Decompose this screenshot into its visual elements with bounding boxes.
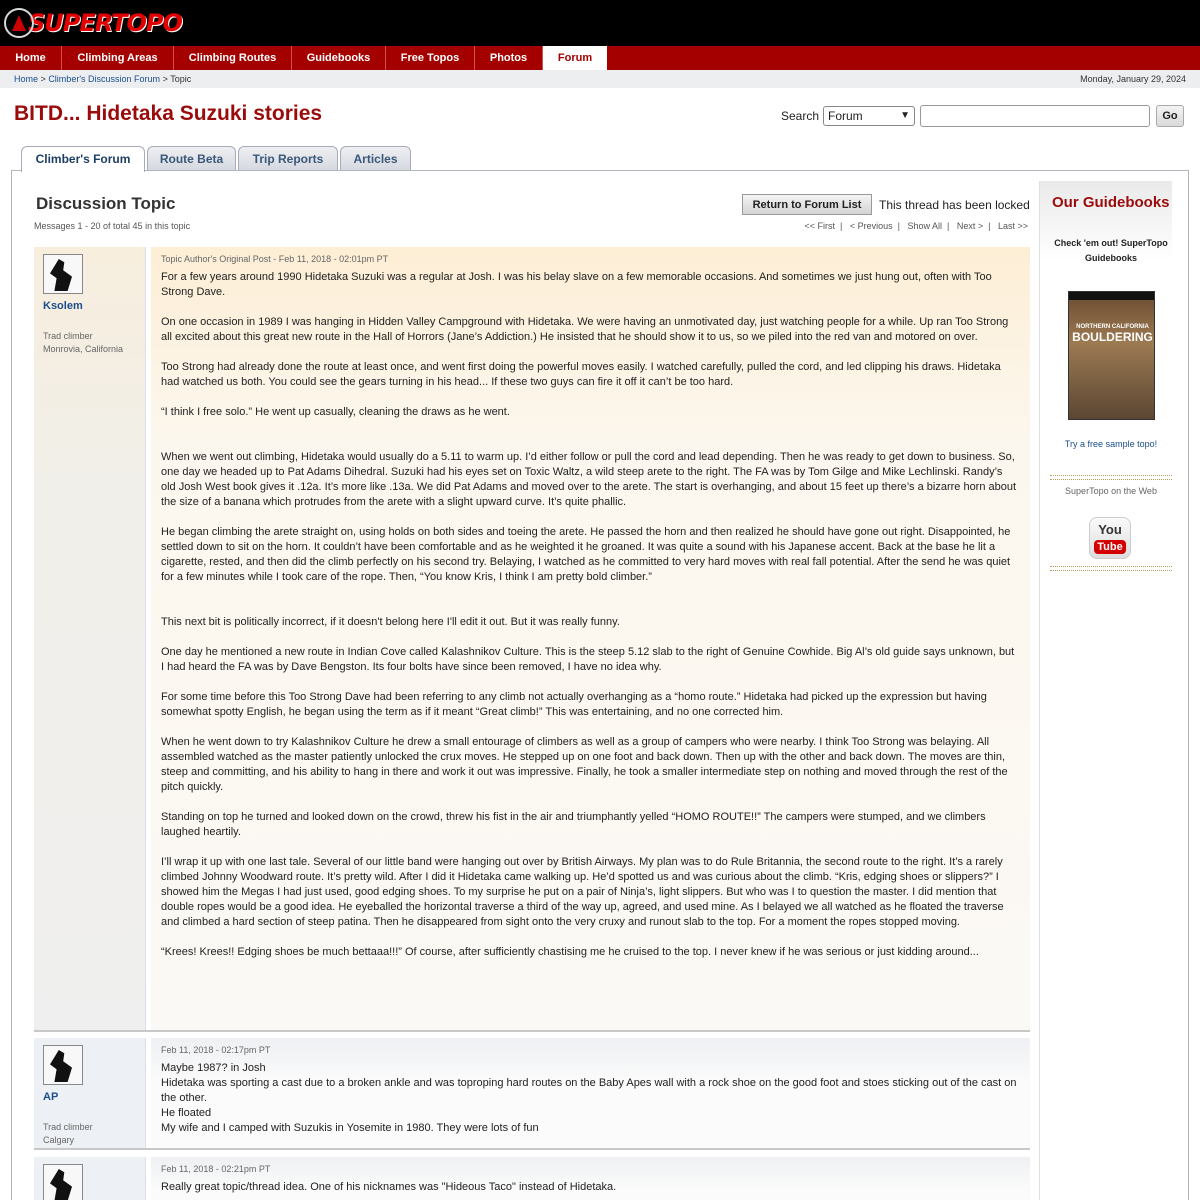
breadcrumb bbox=[14, 70, 191, 88]
post-paragraph: He began climbing the arete straight on, using holds on both sides and toeing the arete. He passed the horn and then realized he should have gone out right. Disappointed, he settled down to sit on the horn. It couldn’t have been comfortable and as he weighted it he groaned. It was quite a sound with his Japanese accent. Back at the base he lit a cigarette, rested, and then did the climb perfectly on his second try. Belaying, I watched as he committed to very hard moves with real fall potential. After the send he was quiet for a few minutes while I took care of the rope. Then, “You know Kris, I think I am pretty bold climber.” bbox=[161, 526, 1011, 583]
divider bbox=[1050, 479, 1172, 480]
forum-post bbox=[34, 1038, 1030, 1150]
post-paragraph: I’ll wrap it up with one last tale. Several of our little band were hanging out over by British Airways. My plan was to do Rule Britannia, the second route to the right. It’s a rarely climbed Johnny Woodward route. It’s pretty wild. After I did it Hidetaka came walking up. He’d spotted us and was curious about the climb. “Kris, edging shoes or slippers?” I showed him the Megas I had just used, good edging shoes. To my surprise he put on a pair of Ninja’s, light slippers. But who was I to question the master. I did mention that double ropes would be a good idea. He eyeballed the horizontal traverse a third of the way up, agreed, and used mine. As I belayed we all watched as he floated the traverse and climbed a hard section of steep patina. Then he disappeared from sight onto the very cruxy and runout slab to the top. For a moment the ropes stopped moving. bbox=[161, 856, 1004, 928]
message-count: Messages 1 - 20 of total 45 in this topic bbox=[34, 221, 191, 231]
chevron-down-icon: ▼ bbox=[900, 110, 910, 121]
breadcrumb-current: Topic bbox=[170, 74, 192, 84]
nav-climbing-routes[interactable]: Climbing Routes bbox=[174, 46, 292, 70]
top-header bbox=[0, 0, 1200, 46]
breadcrumb-forum[interactable]: Climber's Discussion Forum bbox=[48, 74, 161, 84]
author-rank: Trad climber bbox=[43, 1122, 93, 1132]
post-paragraph: When we went out climbing, Hidetaka would usually do a 5.11 to warm up. I’d either follow or pull the cord and lead depending. Then he was ready to get down to business. So, one day we headed up to Pat Adams Dihedral. Suzuki had his eyes set on Toxic Waltz, a wild steep arete to the right. The FA was by Tom Gilge and Mike Lechlinski. Randy’s old Josh West book gives it .12a. It’s more like .13a. We did Pat Adams and moved over to the arete. The start is overhanging, and about 15 feet up there’s a bizarre horn about the size of a banana which protrudes from the arete with a slight upward curve. It’s quite phallic. bbox=[161, 451, 1017, 508]
post-paragraph: “I think I free solo.” He went up casually, cleaning the draws as he went. bbox=[161, 406, 510, 418]
post-paragraph: Too Strong had already done the route at least once, and went first doing the powerful moves easily. I watched carefully, pulled the cord, and led clipping his draws. Hidetaka had watched us both. You could see the gears turning in his head... If these two guys can fire it off it can’t be too hard. bbox=[161, 361, 1001, 388]
forum-post bbox=[34, 1157, 1030, 1200]
post-author-panel bbox=[34, 247, 146, 1030]
search-scope-value: Forum bbox=[828, 109, 863, 123]
logo-icon bbox=[4, 8, 34, 38]
author-info bbox=[43, 330, 123, 356]
pager-last[interactable]: Last >> bbox=[997, 221, 1028, 231]
post-paragraph: “Krees! Krees!! Edging shoes be much bettaaa!!!” Of course, after sufficiently chastising me he cruised to the top. I never knew if he was serious or just kidding around... bbox=[161, 946, 979, 958]
post-line: He floated bbox=[161, 1107, 212, 1119]
tab-articles[interactable]: Articles bbox=[340, 146, 411, 170]
nav-forum[interactable]: Forum bbox=[543, 46, 607, 70]
breadcrumb-separator: > bbox=[40, 74, 46, 84]
breadcrumb-bar bbox=[0, 70, 1200, 88]
forum-post bbox=[34, 247, 1030, 1032]
author-rank: Trad climber bbox=[43, 331, 93, 341]
search-label: Search bbox=[781, 109, 820, 123]
post-author-panel bbox=[34, 1157, 146, 1200]
post-body bbox=[151, 1157, 1030, 1200]
avatar[interactable] bbox=[43, 1045, 83, 1085]
nav-home[interactable]: Home bbox=[0, 46, 62, 70]
post-meta: Feb 11, 2018 - 02:21pm PT bbox=[161, 1164, 271, 1174]
search-input[interactable] bbox=[920, 105, 1150, 127]
discussion-heading: Discussion Topic bbox=[36, 194, 176, 213]
sidebar-subtitle: Check 'em out! SuperTopo Guidebooks bbox=[1054, 238, 1168, 263]
search-go-button[interactable]: Go bbox=[1156, 105, 1184, 127]
pager-show-all[interactable]: Show All bbox=[907, 221, 942, 231]
author-info bbox=[43, 1121, 93, 1147]
post-line: Maybe 1987? in Josh bbox=[161, 1062, 266, 1074]
post-paragraph: One day he mentioned a new route in Indian Cove called Kalashnikov Culture. This is the steep 5.12 slab to the right of Genuine Cowhide. Big Al’s old guide says unknown, but I had heard the FA was by Dave Bengston. Its four bolts have since been removed, I have no idea why. bbox=[161, 646, 1015, 673]
tab-route-beta[interactable]: Route Beta bbox=[147, 146, 236, 170]
divider bbox=[1050, 475, 1172, 476]
nav-photos[interactable]: Photos bbox=[475, 46, 543, 70]
tab-climbers-forum[interactable]: Climber's Forum bbox=[21, 146, 145, 172]
post-body bbox=[151, 1038, 1030, 1148]
post-line: Hidetaka was sporting a cast due to a broken ankle and was toproping hard routes on the Baby Apes wall with a rock shoe on the good foot and stoes sticking out of the cast on the other. bbox=[161, 1077, 1017, 1104]
sidebar-title: Our Guidebooks bbox=[1052, 194, 1170, 211]
post-paragraph: When he went down to try Kalashnikov Culture he drew a small entourage of climbers as well as a group of campers who were nearby. I think Too Strong was belaying. All assembled watched as the master patiently unlocked the crux moves. He stepped up on one foot and back down. Then up with the other and back down. The moves are thin, steep and committing, and his ability to hang in there and work it out was impressive. Finally, he took a smaller intermediate step on nothing and moved through the rest of the pitch quickly. bbox=[161, 736, 1008, 793]
nav-climbing-areas[interactable]: Climbing Areas bbox=[62, 46, 174, 70]
youtube-icon[interactable] bbox=[1089, 517, 1131, 559]
guidebook-cover[interactable] bbox=[1068, 291, 1155, 420]
current-date: Monday, January 29, 2024 bbox=[1080, 74, 1186, 84]
pager-first[interactable]: << First bbox=[804, 221, 835, 231]
post-text bbox=[161, 270, 1020, 960]
book-cover-title: BOULDERING bbox=[1072, 330, 1153, 344]
post-meta: Feb 11, 2018 - 02:17pm PT bbox=[161, 1045, 271, 1055]
return-to-forum-button[interactable]: Return to Forum List bbox=[742, 194, 872, 215]
avatar[interactable] bbox=[43, 1164, 83, 1200]
post-paragraph: On one occasion in 1989 I was hanging in Hidden Valley Campground with Hidetaka. We were having an unmotivated day, just watching people for a while. Up ran Too Strong all excited about this great new route in the Hall of Horrors (Jane’s Addiction.) He insisted that he should show it to us, so we piled into the red van and motored on over. bbox=[161, 316, 1009, 343]
book-cover-subtitle: NORTHERN CALIFORNIA bbox=[1076, 324, 1149, 330]
nav-guidebooks[interactable]: Guidebooks bbox=[292, 46, 386, 70]
youtube-tube-text: Tube bbox=[1094, 540, 1125, 554]
supertopo-logo[interactable] bbox=[4, 6, 182, 40]
divider bbox=[1050, 566, 1172, 567]
search-scope-select[interactable] bbox=[823, 106, 915, 126]
logo-text: SUPERTOPO bbox=[28, 9, 182, 37]
pager-next[interactable]: Next > bbox=[956, 221, 984, 231]
page-title: BITD... Hidetaka Suzuki stories bbox=[14, 102, 323, 125]
author-location: Calgary bbox=[43, 1135, 75, 1145]
supertopo-web-label: SuperTopo on the Web bbox=[1065, 486, 1157, 496]
post-meta: Topic Author's Original Post - Feb 11, 2018 - 02:01pm PT bbox=[161, 254, 389, 264]
youtube-you-text: You bbox=[1098, 522, 1122, 537]
post-line: Really great topic/thread idea. One of his nicknames was "Hideous Taco" instead of Hidetaka. bbox=[161, 1181, 617, 1193]
post-text bbox=[161, 1180, 1020, 1195]
post-text bbox=[161, 1061, 1020, 1136]
main-nav bbox=[0, 46, 1200, 70]
book-cover-band bbox=[1069, 292, 1154, 300]
post-paragraph: For some time before this Too Strong Dave had been referring to any climb not actually overhanging as a “homo route.” Hidetaka had picked up the expression but having somewhat spotty English, he began using the term as if it meant “Great climb!” This was entertaining, and no one corrected him. bbox=[161, 691, 987, 718]
post-paragraph: For a few years around 1990 Hidetaka Suzuki was a regular at Josh. I was his belay slave on a few memorable occasions. And sometimes we just hung out, often with Too Strong Dave. bbox=[161, 271, 992, 298]
divider bbox=[1050, 570, 1172, 571]
nav-free-topos[interactable]: Free Topos bbox=[386, 46, 475, 70]
post-body bbox=[151, 247, 1030, 1030]
author-location: Monrovia, California bbox=[43, 344, 124, 354]
pager-previous[interactable]: < Previous bbox=[849, 221, 893, 231]
thread-locked-notice: This thread has been locked bbox=[879, 198, 1030, 212]
avatar[interactable] bbox=[43, 254, 83, 294]
breadcrumb-separator: > bbox=[162, 74, 168, 84]
post-paragraph: Standing on top he turned and looked down on the crowd, threw his fist in the air and triumphantly yelled “HOMO ROUTE!!” The campers were stumped, and we climbers laughed heartily. bbox=[161, 811, 986, 838]
post-author-panel bbox=[34, 1038, 146, 1148]
guidebooks-sidebar bbox=[1039, 181, 1172, 1200]
post-paragraph: This next bit is politically incorrect, if it doesn't belong here I'll edit it out. But it was really funny. bbox=[161, 616, 620, 628]
free-sample-link[interactable]: Try a free sample topo! bbox=[1064, 439, 1158, 449]
tab-trip-reports[interactable]: Trip Reports bbox=[238, 146, 338, 170]
breadcrumb-home[interactable]: Home bbox=[14, 74, 39, 84]
post-line: My wife and I camped with Suzukis in Yosemite in 1980. They were lots of fun bbox=[161, 1122, 539, 1134]
author-name[interactable]: Ksolem bbox=[43, 300, 83, 312]
author-name[interactable]: AP bbox=[43, 1091, 59, 1103]
pagination: << First | < Previous | Show All | Next > | Last >> bbox=[804, 221, 1028, 231]
